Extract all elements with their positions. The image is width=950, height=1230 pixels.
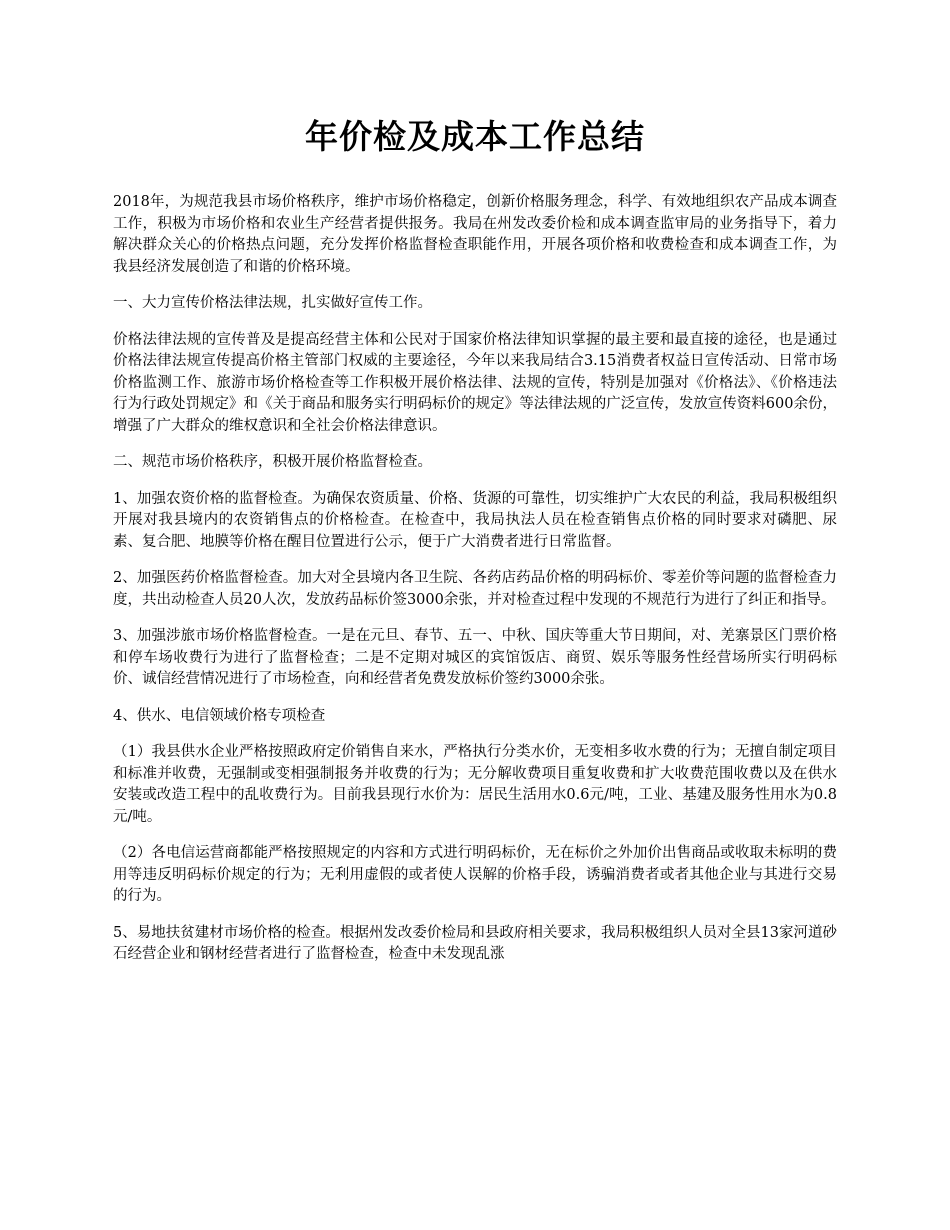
section-heading-1: 一、大力宣传价格法律法规，扎实做好宣传工作。 bbox=[113, 295, 432, 311]
paragraph-medical-inspection: 2、加强医药价格监督检查。加大对全县境内各卫生院、各药店药品价格的明码标价、零差价等问题的监督检查力度，共出动检查人员20人次，发放药品标价签3000余张，并对检查过程中发现的不规范行为进行了纠正和指导。 bbox=[113, 570, 837, 608]
paragraph-agri-inspection: 1、加强农资价格的监督检查。为确保农资质量、价格、货源的可靠性，切实维护广大农民的利益，我局积极组织开展对我县境内的农资销售点的价格检查。在检查中，我局执法人员在检查销售点价格的同时要求对磷肥、尿素、复合肥、地膜等价格在醒目位置进行公示，便于广大消费者进行日常监督。 bbox=[113, 490, 837, 550]
paragraph-telecom: （2）各电信运营商都能严格按照规定的内容和方式进行明码标价，无在标价之外加价出售商品或收取未标明的费用等违反明码标价规定的行为；无利用虚假的或者使人误解的价格手段，诱骗消费者或者其他企业与其进行交易的行为。 bbox=[113, 845, 837, 904]
paragraph-intro: 2018年，为规范我县市场价格秩序，维护市场价格稳定，创新价格服务理念，科学、有效地组织农产品成本调查工作，积极为市场价格和农业生产经营者提供报务。我局在州发改委价检和成本调查监审局的业务指导下，着力解决群众关心的价格热点问题，充分发挥价格监督检查职能作用，开展各项价格和收费检查和成本调查工作，为我县经济发展创造了和谐的价格环境。 bbox=[113, 194, 837, 275]
subheading-water-telecom: 4、供水、电信领域价格专项检查 bbox=[113, 707, 326, 724]
paragraph-water-supply: （1）我县供水企业严格按照政府定价销售自来水，严格执行分类水价，无变相多收水费的行为；无擅自制定项目和标准并收费，无强制或变相强制报务并收费的行为；无分解收费项目重复收费和扩大收费范围收费以及在供水安装或改造工程中的乱收费行为。目前我县现行水价为：居民生活用水0.6元/吨，工业、基建及服务性用水为0.8元/吨。 bbox=[113, 744, 837, 825]
paragraph-law-publicity: 价格法律法规的宣传普及是提高经营主体和公民对于国家价格法律知识掌握的最主要和最直接的途径，也是通过价格法律法规宣传提高价格主管部门权威的主要途径，今年以来我局结合3.15消费者权益日宣传活动、日常市场价格监测工作、旅游市场价格检查等工作积极开展价格法律、法规的宣传，特别是加强对《价格法》、《价格违法行为行政处罚规定》和《关于商品和服务实行明码标价的规定》等法律法规的广泛宣传，发放宣传资料600余份，增强了广大群众的维权意识和全社会价格法律意识。 bbox=[113, 331, 837, 434]
paragraph-tourism-inspection: 3、加强涉旅市场价格监督检查。一是在元旦、春节、五一、中秋、国庆等重大节日期间，对、羌寨景区门票价格和停车场收费行为进行了监督检查；二是不定期对城区的宾馆饭店、商贸、娱乐等服务性经营场所实行明码标价、诚信经营情况进行了市场检查，向和经营者免费发放标价签约3000余张。 bbox=[113, 628, 837, 687]
section-heading-2: 二、规范市场价格秩序，积极开展价格监督检查。 bbox=[113, 454, 432, 470]
paragraph-building-materials: 5、易地扶贫建材市场价格的检查。根据州发改委价检局和县政府相关要求，我局积极组织人员对全县13家河道砂石经营企业和钢材经营者进行了监督检查，检查中未发现乱涨 bbox=[113, 924, 837, 962]
document-title: 年价检及成本工作总结 bbox=[305, 117, 645, 156]
